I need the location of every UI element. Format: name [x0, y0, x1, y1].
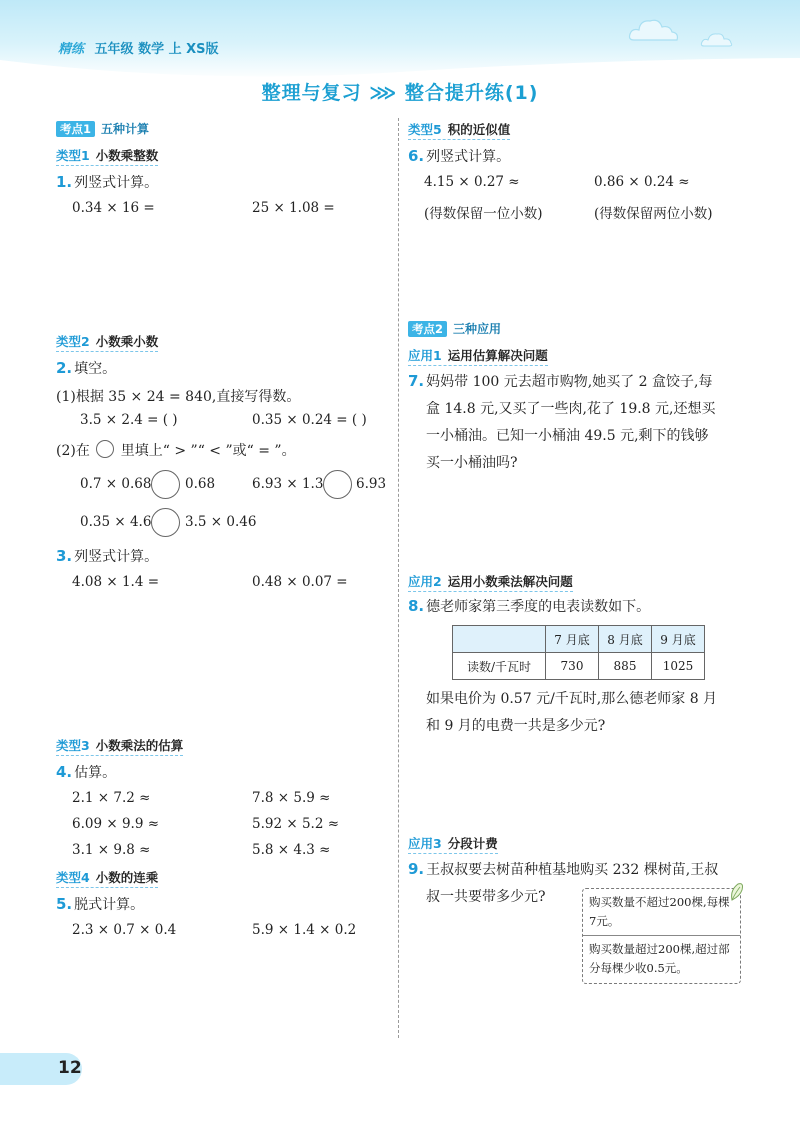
- sub-question-1: (1)根据 35 × 24 = 840,直接写得数。: [56, 389, 301, 405]
- question-number: 4.: [56, 763, 73, 781]
- compare-left: 0.7 × 0.68: [80, 476, 152, 492]
- compare-right: 6.93: [356, 476, 387, 492]
- cloud-icon: [626, 14, 682, 48]
- compare-circle[interactable]: [323, 470, 352, 499]
- question-number: 5.: [56, 895, 73, 913]
- column-divider: [398, 118, 399, 1038]
- expression: 4.08 × 1.4 =: [72, 574, 160, 590]
- app-tag: 应用1: [408, 348, 442, 363]
- expression: 4.15 × 0.27 ≈: [424, 174, 520, 190]
- compare-left: 0.35 × 4.6: [80, 514, 152, 530]
- pricing-note: [582, 888, 741, 984]
- sub-question-2: [56, 440, 296, 460]
- expression: 2.3 × 0.7 × 0.4: [72, 922, 177, 938]
- kaodian-2-heading: [408, 320, 501, 337]
- table-header-cell: 9 月底: [652, 626, 705, 653]
- estimate: 2.1 × 7.2 ≈: [72, 790, 151, 806]
- estimate: 5.8 × 4.3 ≈: [252, 842, 331, 858]
- question-line: 和 9 月的电费一共是多少元?: [426, 718, 606, 734]
- expression: 5.9 × 1.4 × 0.2: [252, 922, 357, 938]
- pricing-rule-2: 购买数量超过200棵,超过部分每棵少收0.5元。: [589, 942, 730, 975]
- table-header-cell: 8 月底: [599, 626, 652, 653]
- question-number: 1.: [56, 173, 73, 191]
- type-3-heading: [56, 736, 183, 756]
- question-3: [56, 546, 158, 566]
- app-name: 运用小数乘法解决问题: [447, 574, 573, 589]
- kaodian-name: 五种计算: [101, 122, 150, 136]
- table-cell: 885: [599, 653, 652, 680]
- question-8-body: [426, 686, 756, 740]
- fill-blank: 3.5 × 2.4 = ( ): [80, 412, 178, 428]
- type-tag: 类型3: [56, 738, 90, 753]
- table-header-cell: 7 月底: [546, 626, 599, 653]
- question-7: [408, 368, 748, 477]
- pricing-rule-1: 购买数量不超过200棵,每棵7元。: [583, 889, 740, 936]
- question-line: 叔一共要带多少元?: [426, 889, 546, 905]
- type-tag: 类型1: [56, 148, 90, 163]
- table-cell: 730: [546, 653, 599, 680]
- question-4: [56, 762, 116, 782]
- table-cell: 1025: [652, 653, 705, 680]
- type-name: 小数乘小数: [95, 334, 159, 349]
- table-row-label: 读数/千瓦时: [453, 653, 546, 680]
- app-name: 分段计费: [447, 836, 498, 851]
- sub-question-prefix: (2)在: [56, 443, 90, 459]
- leaf-icon: [728, 880, 746, 902]
- type-name: 小数的连乘: [95, 870, 159, 885]
- sub-question-suffix: 里填上“ > ”“ < ”或“ = ”。: [120, 443, 296, 459]
- question-text: 脱式计算。: [74, 897, 145, 913]
- question-1: [56, 172, 158, 192]
- expression: 25 × 1.08 =: [252, 200, 335, 216]
- question-2: [56, 358, 116, 378]
- book-info: 五年级 数学 上 XS版: [94, 42, 219, 57]
- rounding-note: (得数保留两位小数): [594, 206, 713, 222]
- book-brand: [58, 38, 219, 57]
- compare-left: 6.93 × 1.3: [252, 476, 324, 492]
- app-3-heading: [408, 834, 498, 854]
- rounding-note: (得数保留一位小数): [424, 206, 543, 222]
- estimate: 5.92 × 5.2 ≈: [252, 816, 340, 832]
- app-tag: 应用2: [408, 574, 442, 589]
- question-text: 列竖式计算。: [426, 149, 511, 165]
- question-line: 一小桶油。已知一小桶油 49.5 元,剩下的钱够: [426, 428, 709, 444]
- page-title: 整理与复习 ⋙ 整合提升练(1): [261, 82, 539, 104]
- book-logo: 精练: [58, 42, 85, 57]
- question-line: 买一小桶油吗?: [426, 455, 518, 471]
- question-line: 王叔叔要去树苗种植基地购买 232 棵树苗,王叔: [426, 862, 719, 878]
- question-number: 3.: [56, 547, 73, 565]
- estimate: 3.1 × 9.8 ≈: [72, 842, 151, 858]
- kaodian-1-heading: [56, 120, 149, 137]
- question-number: 7.: [408, 372, 425, 390]
- question-text: 德老师家第三季度的电表读数如下。: [426, 599, 651, 615]
- expression: 0.48 × 0.07 =: [252, 574, 348, 590]
- table-header-cell: [453, 626, 546, 653]
- question-text: 列竖式计算。: [74, 175, 159, 191]
- question-5: [56, 894, 144, 914]
- type-tag: 类型2: [56, 334, 90, 349]
- compare-circle[interactable]: [151, 508, 180, 537]
- app-tag: 应用3: [408, 836, 442, 851]
- type-name: 小数乘法的估算: [95, 738, 184, 753]
- type-name: 积的近似值: [447, 122, 511, 137]
- app-1-heading: [408, 346, 548, 366]
- type-tag: 类型5: [408, 122, 442, 137]
- type-2-heading: [56, 332, 158, 352]
- fill-blank: 0.35 × 0.24 = ( ): [252, 412, 367, 428]
- question-8: [408, 596, 650, 616]
- type-tag: 类型4: [56, 870, 90, 885]
- estimate: 6.09 × 9.9 ≈: [72, 816, 160, 832]
- page-number: 12: [58, 1058, 82, 1078]
- expression: 0.86 × 0.24 ≈: [594, 174, 690, 190]
- cloud-icon: [700, 30, 734, 50]
- kaodian-tag: 考点1: [56, 121, 95, 137]
- circle-icon: [96, 440, 114, 458]
- app-name: 运用估算解决问题: [447, 348, 548, 363]
- question-number: 2.: [56, 359, 73, 377]
- estimate: 7.8 × 5.9 ≈: [252, 790, 331, 806]
- type-1-heading: [56, 146, 158, 166]
- meter-table: [452, 625, 705, 680]
- compare-right: 3.5 × 0.46: [185, 514, 257, 530]
- type-name: 小数乘整数: [95, 148, 159, 163]
- app-2-heading: [408, 572, 573, 592]
- compare-circle[interactable]: [151, 470, 180, 499]
- question-line: 盒 14.8 元,又买了一些肉,花了 19.8 元,还想买: [426, 401, 716, 417]
- question-line: 妈妈带 100 元去超市购物,她买了 2 盒饺子,每: [426, 374, 713, 390]
- expression: 0.34 × 16 =: [72, 200, 155, 216]
- question-text: 列竖式计算。: [74, 549, 159, 565]
- kaodian-tag: 考点2: [408, 321, 447, 337]
- question-text: 估算。: [74, 765, 117, 781]
- type-5-heading: [408, 120, 510, 140]
- question-number: 8.: [408, 597, 425, 615]
- kaodian-name: 三种应用: [453, 322, 502, 336]
- question-number: 9.: [408, 860, 425, 878]
- compare-right: 0.68: [185, 476, 216, 492]
- question-number: 6.: [408, 147, 425, 165]
- question-6: [408, 146, 510, 166]
- question-text: 填空。: [74, 361, 117, 377]
- question-line: 如果电价为 0.57 元/千瓦时,那么德老师家 8 月: [426, 691, 718, 707]
- type-4-heading: [56, 868, 158, 888]
